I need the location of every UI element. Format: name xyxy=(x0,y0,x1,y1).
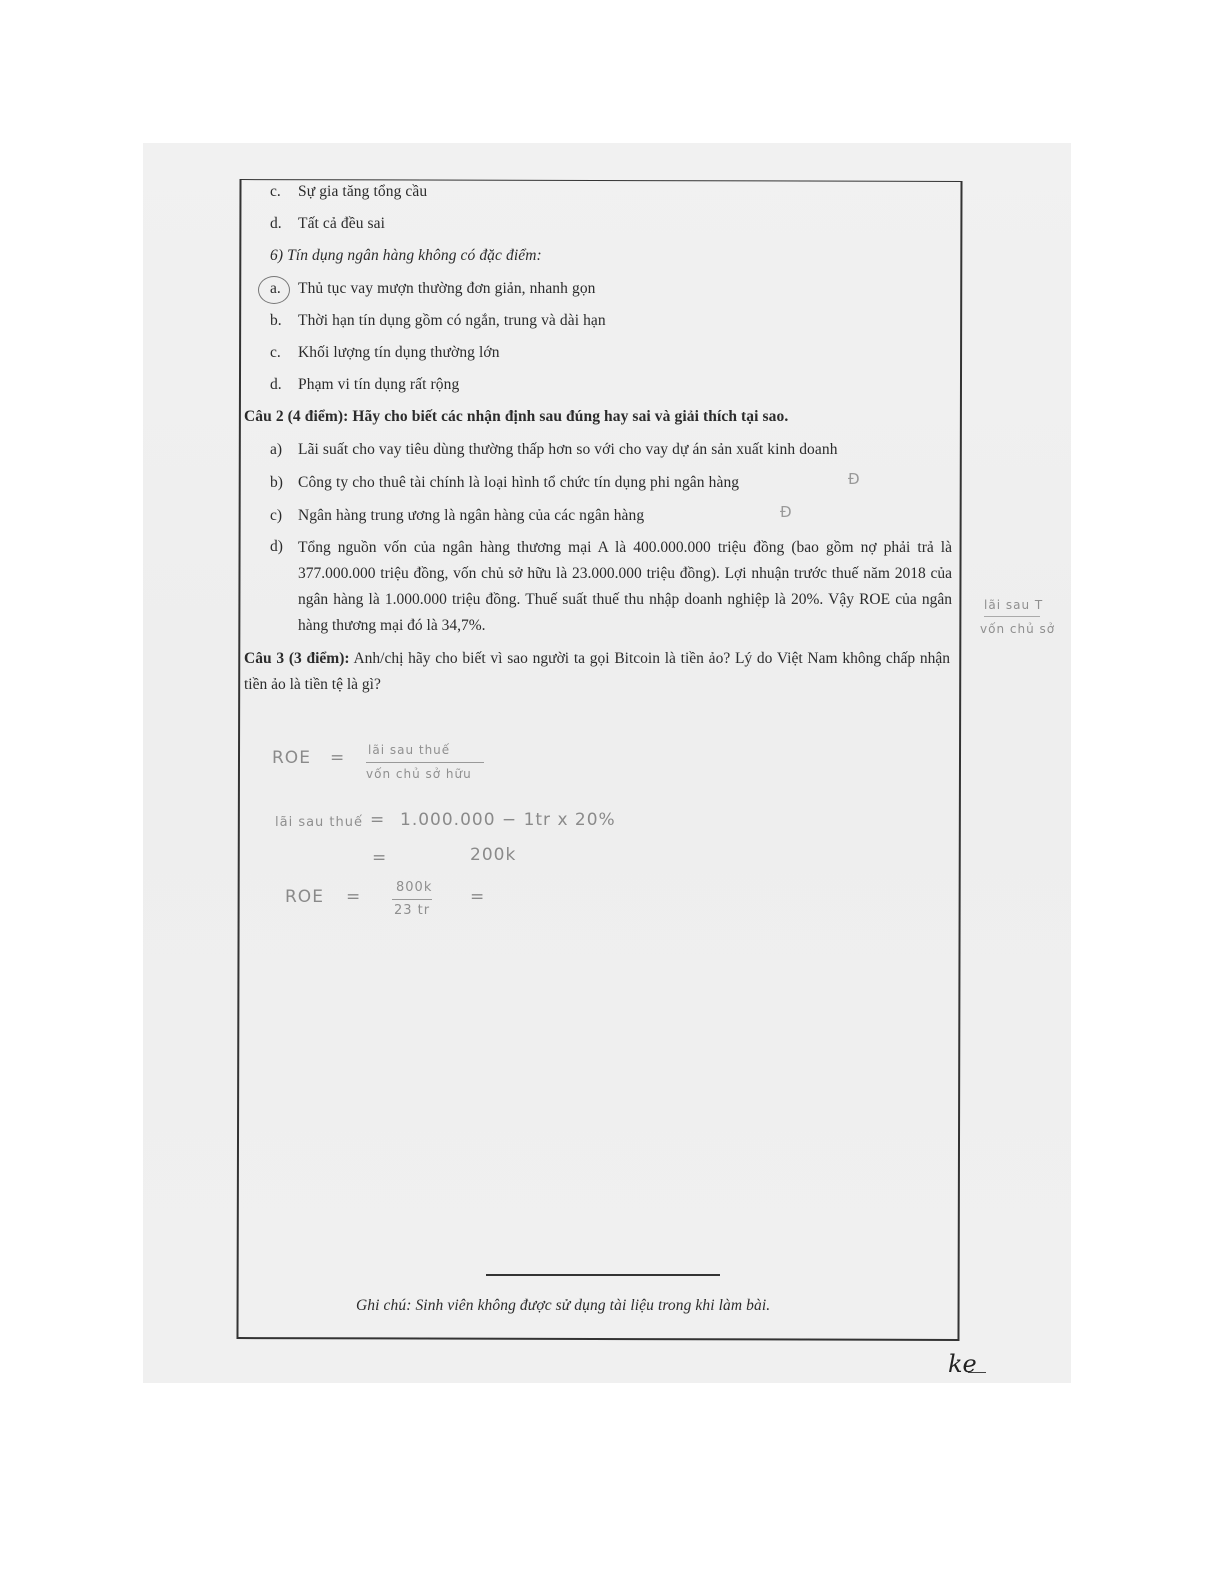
option-text: Tất cả đều sai xyxy=(298,215,386,232)
option-text: Sự gia tăng tổng cầu xyxy=(298,183,428,200)
hand-fraction-num: 800k xyxy=(396,880,433,895)
hand-line2-expr: 1.000.000 − 1tr x 20% xyxy=(400,810,616,830)
margin-fraction-bar xyxy=(984,616,1040,617)
hand-roe-label: ROE xyxy=(272,748,311,768)
handwritten-signature: ke xyxy=(948,1350,977,1378)
item-text: Ngân hàng trung ương là ngân hàng của các ngân hàng xyxy=(298,507,645,524)
option-text: Thời hạn tín dụng gồm có ngắn, trung và dài hạn xyxy=(298,312,606,329)
option-text: Phạm vi tín dụng rất rộng xyxy=(298,376,460,393)
option-letter: a. xyxy=(270,280,281,297)
item-text-paragraph: Tổng nguồn vốn của ngân hàng thương mại A là 400.000.000 triệu đồng (bao gồm nợ phải trả là 377.000.000 triệu đồng, vốn chủ sở hữu là 23.000.000 triệu đồng). Lợi nhuận trước thuế năm 2018 của ngân hàng là 1.000.000 triệu đồng. Thuế suất thuế thu nhập doanh nghiệp là 20%. Vậy ROE của ngân hàng thương mại đó là 34,7%. xyxy=(298,539,952,634)
hand-equals: = xyxy=(470,887,486,907)
signature-stroke xyxy=(968,1372,986,1373)
hand-denominator: vốn chủ sở hữu xyxy=(366,767,472,781)
hand-line3: 200k xyxy=(470,845,517,865)
hand-fraction-bar xyxy=(392,899,432,900)
footer-note: Ghi chú: Sinh viên không được sử dụng tài liệu trong khi làm bài. xyxy=(356,1297,771,1314)
hand-equals: = xyxy=(372,848,388,868)
item-text: Lãi suất cho vay tiêu dùng thường thấp hơn so với cho vay dự án sản xuất kinh doanh xyxy=(298,441,838,458)
hand-equals: = xyxy=(370,810,386,830)
hand-numerator: lãi sau thuế xyxy=(368,743,451,757)
option-letter: d. xyxy=(270,376,282,393)
handwritten-mark: Đ xyxy=(848,470,860,488)
footer-divider xyxy=(486,1274,720,1276)
question-6-stem: 6) Tín dụng ngân hàng không có đặc điểm: xyxy=(270,247,542,264)
question-3-text xyxy=(244,646,950,698)
hand-fraction-den: 23 tr xyxy=(394,903,431,918)
option-text: Khối lượng tín dụng thường lớn xyxy=(298,344,500,361)
hand-line2-left: lãi sau thuế xyxy=(275,815,364,830)
hand-roe-label: ROE xyxy=(285,887,324,907)
hand-equals: = xyxy=(346,887,362,907)
hand-equals: = xyxy=(330,748,346,768)
option-letter: c. xyxy=(270,183,281,200)
margin-note-top: lãi sau T xyxy=(984,598,1044,612)
hand-fraction-bar xyxy=(366,762,484,763)
option-letter: b. xyxy=(270,312,282,329)
item-letter: d) xyxy=(270,538,283,555)
handwritten-mark: Đ xyxy=(780,503,792,521)
item-letter: c) xyxy=(270,507,283,524)
option-text: Thủ tục vay mượn thường đơn giản, nhanh gọn xyxy=(298,280,596,297)
question-2-heading: Câu 2 (4 điểm): Hãy cho biết các nhận định sau đúng hay sai và giải thích tại sao. xyxy=(244,408,789,425)
item-letter: a) xyxy=(270,441,283,458)
margin-note-bottom: vốn chủ sở xyxy=(980,622,1056,636)
question-3-body: Anh/chị hãy cho biết vì sao người ta gọi Bitcoin là tiền ảo? Lý do Việt Nam không chấp nhận tiền ảo là tiền tệ là gì? xyxy=(244,650,950,693)
option-letter: d. xyxy=(270,215,282,232)
option-letter: c. xyxy=(270,344,281,361)
question-3-label: Câu 3 (3 điểm): xyxy=(244,650,350,667)
item-letter: b) xyxy=(270,474,283,491)
item-text: Công ty cho thuê tài chính là loại hình tổ chức tín dụng phi ngân hàng xyxy=(298,474,740,491)
